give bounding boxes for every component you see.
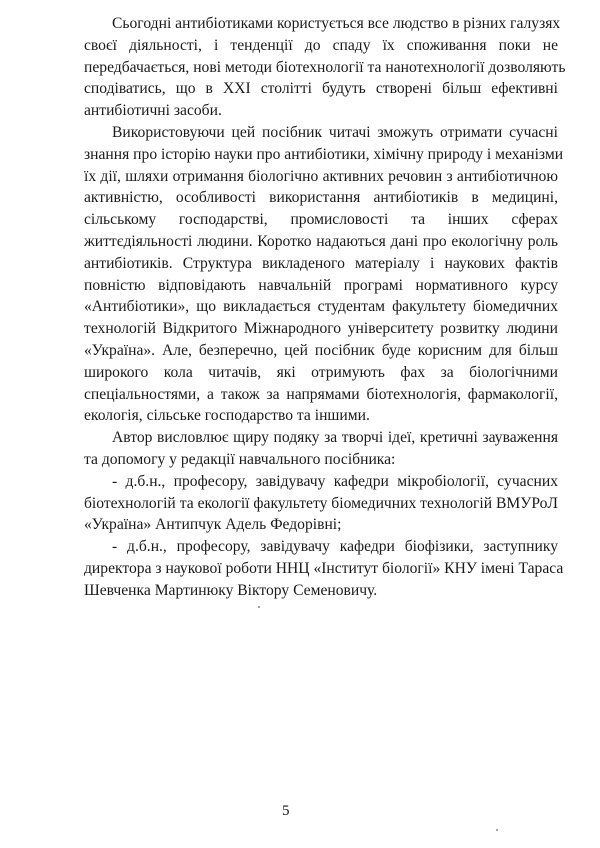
text-line: директора з наукової роботи ННЦ «Інститут біології» КНУ імені Тараса <box>84 559 564 577</box>
paragraph <box>84 122 564 427</box>
text-line: Шевченка Мартинюку Віктору Семеновичу. <box>84 581 378 599</box>
text-line: біотехнологій та екології факультету біомедичних технологій ВМУРоЛ <box>84 494 558 512</box>
paragraph <box>84 536 564 601</box>
text-line: «Україна» Антипчук Адель Федорівні; <box>84 516 342 534</box>
text-line: активністю, особливості використання антибіотиків в медицині, <box>84 189 558 207</box>
text-line: їх дії, шляхи отримання біологічно активних речовин з антибіотичною <box>84 167 558 185</box>
text-line: сільському господарстві, промисловості та інших сферах <box>84 211 558 229</box>
text-line: антибіотиків. Структура викладеного матеріалу і наукових фактів <box>84 254 558 272</box>
paragraph <box>84 13 566 122</box>
text-line: та допомогу у редакції навчального посібника: <box>84 450 396 468</box>
paragraph <box>84 427 558 471</box>
text-line: сподіватись, що в XXI столітті будуть створені більш ефективні <box>84 80 558 98</box>
text-line: Використовуючи цей посібник читачі зможуть отримати сучасні <box>112 123 558 141</box>
paragraph <box>84 471 558 536</box>
body-text <box>84 13 566 602</box>
text-line: «Антибіотики», що викладається студентам факультету біомедичних <box>84 298 558 316</box>
text-line: передбачається, нові методи біотехнології та нанотехнології дозволяють <box>84 58 566 76</box>
text-line: своєї діяльності, і тенденції до спаду їх споживання поки не <box>84 36 558 54</box>
scan-speck <box>258 606 260 608</box>
text-line: «Україна». Але, безперечно, цей посібник буде корисним для більш <box>84 341 558 359</box>
text-line: Автор висловлює щиру подяку за творчі ідеї, кретичні зауваження <box>112 429 558 447</box>
text-line: життєдіяльності людини. Коротко надаються дані про екологічну роль <box>84 232 558 250</box>
text-line: широкого кола читачів, які отримують фах за біологічними <box>84 363 558 381</box>
page-number: 5 <box>282 803 290 819</box>
text-line: - д.б.н., професору, завідувачу кафедри біофізики, заступнику <box>112 538 558 556</box>
text-line: екологія, сільське господарство та іншими. <box>84 407 370 425</box>
text-line: антибіотичні засоби. <box>84 102 222 120</box>
text-line: Сьогодні антибіотиками користується все людство в різних галузях <box>112 15 561 32</box>
text-line: знання про історію науки про антибіотики, хімічну природу і механізми <box>84 145 564 163</box>
text-line: спеціальностями, а також за напрямами біотехнологія, фармакології, <box>84 385 558 403</box>
text-line: повністю відповідають навчальній програмі нормативного курсу <box>84 276 558 294</box>
text-line: технологій Відкритого Міжнародного університету розвитку людини <box>84 320 558 338</box>
text-line: - д.б.н., професору, завідувачу кафедри мікробіології, сучасних <box>112 472 558 490</box>
scan-speck <box>496 829 498 831</box>
